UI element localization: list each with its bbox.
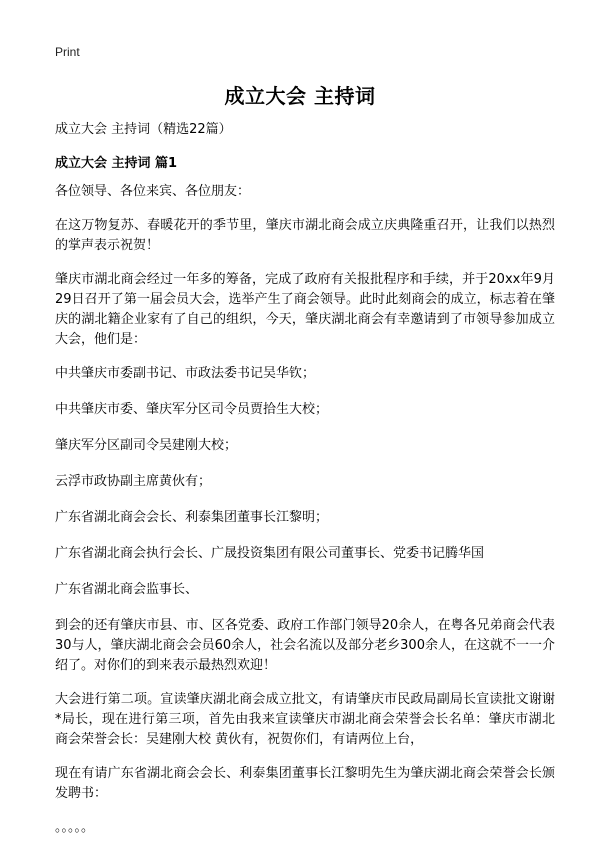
paragraph-ellipsis: 。。。。。 — [55, 820, 95, 835]
paragraph-guest: 云浮市政协副主席黄伙有； — [55, 474, 212, 489]
paragraph-guest: 中共肇庆市委、肇庆军分区司令员贾拾生大校； — [55, 402, 329, 417]
document-subtitle: 成立大会 主持词（精选22篇） — [55, 122, 232, 137]
paragraph-greeting: 各位领导、各位来宾、各位朋友： — [55, 184, 251, 199]
paragraph-guest: 广东省湖北商会会长、利泰集团董事长江黎明； — [55, 510, 329, 525]
print-link[interactable]: Print — [55, 45, 80, 59]
paragraph-guest: 广东省湖北商会监事长、 — [55, 582, 199, 597]
paragraph-opening: 在这万物复苏、春暖花开的季节里，肇庆市湖北商会成立庆典隆重召开，让我们以热烈的掌声表示祝贺！ — [55, 218, 555, 253]
paragraph-guest: 中共肇庆市委副书记、市政法委书记吴华钦； — [55, 366, 316, 381]
paragraph-guest: 肇庆军分区副司令吴建刚大校； — [55, 438, 238, 453]
paragraph-guest: 广东省湖北商会执行会长、广晟投资集团有限公司董事长、党委书记腾华国 — [55, 546, 485, 561]
paragraph-certificate: 现在有请广东省湖北商会会长、利泰集团董事长江黎明先生为肇庆湖北商会荣誉会长颁发聘书： — [55, 766, 555, 801]
paragraph-agenda: 大会进行第二项。宣读肇庆湖北商会成立批文，有请肇庆市民政局副局长宣读批文谢谢*局长，现在进行第三项，首先由我来宣读肇庆市湖北商会荣誉会长名单：肇庆市湖北商会荣誉会长：吴建刚大校 黄伙有，祝贺你们，有请两位上台， — [55, 692, 555, 747]
paragraph-introduction: 肇庆市湖北商会经过一年多的筹备，完成了政府有关报批程序和手续，并于20xx年9月29日召开了第一届会员大会，选举产生了商会领导。此时此刻商会的成立，标志着在肇庆的湖北籍企业家有了自己的组织，今天，肇庆湖北商会有幸邀请到了市领导参加成立大会，他们是： — [55, 272, 555, 347]
section-heading: 成立大会 主持词 篇1 — [55, 156, 178, 171]
paragraph-attendees: 到会的还有肇庆市县、市、区各党委、政府工作部门领导20余人，在粤各兄弟商会代表30与人，肇庆湖北商会会员60余人，社会名流以及部分老乡300余人，在这就不一一介绍了。对你们的到来表示最热烈欢迎！ — [55, 618, 555, 673]
document-body — [55, 182, 555, 852]
page-title: 成立大会 主持词 — [224, 84, 376, 108]
